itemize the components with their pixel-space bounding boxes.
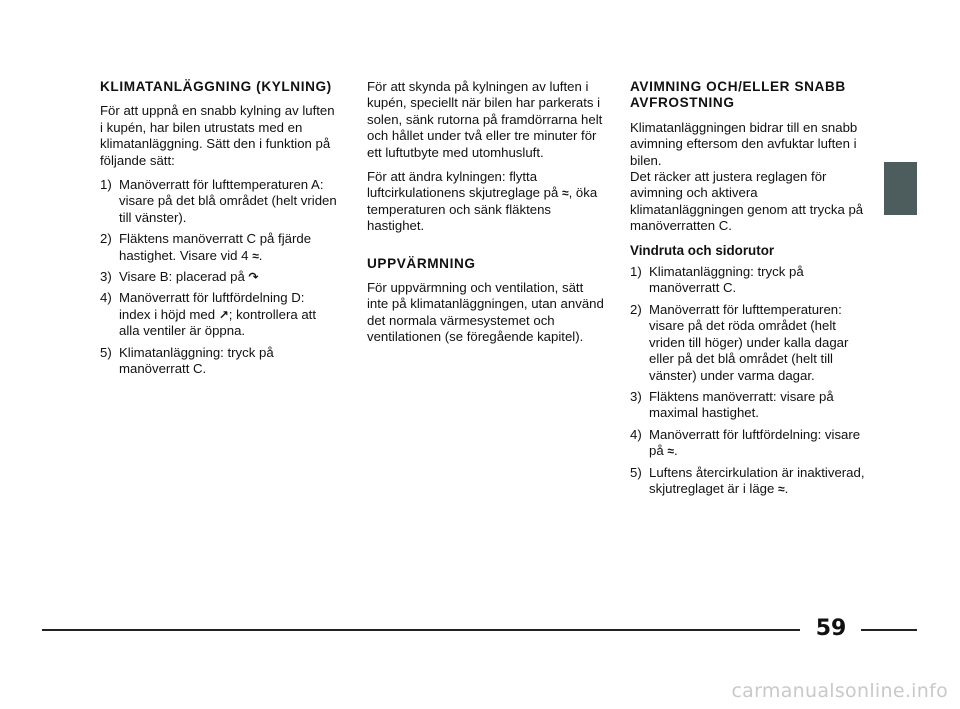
cooling-adjust: [367, 169, 607, 235]
section-tab: [884, 162, 917, 215]
text-segment: Klimatanläggningen bidrar till en snabb avimning eftersom den avfuktar luften i bilen.: [630, 119, 858, 168]
item-number: 5): [630, 464, 642, 480]
item-text: Luftens återcirkulation är inaktiverad, skjutreglaget är i läge: [649, 464, 865, 496]
footer-rule-left: [42, 629, 800, 631]
list-item: [100, 269, 338, 285]
spacer: [367, 243, 607, 256]
item-text-after: .: [673, 443, 678, 459]
heading-heating: UPPVÄRMNING: [367, 255, 476, 271]
item-number: 4): [630, 426, 642, 442]
item-number: 3): [100, 269, 112, 285]
cooling-tip: För att skynda på kylningen av luften i kupén, speciellt när bilen har parkerats i solen, sänk rutorna på framdörrarna helt och hållet under två eller tre minuter för ett luftutbyte med utomhusluft.: [367, 79, 603, 160]
list-item: [100, 231, 338, 264]
item-text: Visare B: placerad på: [119, 269, 249, 285]
list-item: [630, 264, 870, 297]
item-number: 5): [100, 344, 112, 360]
item-text: Fläktens manöverratt C på fjärde hastighet. Visare vid 4: [119, 231, 312, 263]
item-text: Klimatanläggning: tryck på manöverratt C.: [649, 264, 804, 296]
text-segment: , öka temperaturen och sänk fläktens hastighet.: [367, 185, 598, 234]
text-segment: För att ändra kylningen: flytta luftcirkulationens skjutreglage på: [367, 169, 562, 201]
list-item: [100, 345, 338, 378]
heading-cooling: KLIMATANLÄGGNING (KYLNING): [100, 79, 332, 94]
list-item: [630, 465, 870, 498]
list-item: [630, 427, 870, 460]
list-item: [100, 290, 338, 339]
item-number: 4): [100, 290, 112, 306]
item-number: 3): [630, 388, 642, 404]
cooling-steps: [100, 177, 338, 377]
defrost-steps: [630, 264, 870, 497]
footer-rule-right: [861, 629, 917, 631]
windshield-defrost-icon: ≈: [667, 444, 674, 459]
text-segment: Det räcker att justera reglagen för avimning och aktivera klimatanläggningen genom att trycka på manöverratten C.: [630, 169, 864, 234]
item-text-after: .: [784, 480, 789, 496]
item-text-after: ; kontrollera att alla ventiler är öppna.: [119, 306, 316, 339]
item-text: Manöverratt för luftfördelning D: index i höjd med: [119, 290, 305, 322]
subheading-windows: Vindruta och sidorutor: [630, 242, 775, 258]
column-cooling-tips: [367, 79, 607, 354]
item-text: Manöverratt för lufttemperaturen: visare på det röda området (helt vriden till höger) under kalla dagar eller på det blå området (helt till vänster) under varma dagar.: [649, 301, 849, 383]
cooling-intro: För att uppnå en snabb kylning av luften i kupén, har bilen utrustats med en klimatanläggning. Sätt den i funktion på följande sätt:: [100, 103, 335, 168]
item-number: 2): [100, 231, 112, 247]
outside-air-icon: ≈: [562, 186, 569, 201]
windshield-defrost-icon: ≈: [252, 248, 259, 263]
list-item: [100, 177, 338, 226]
item-text: Fläktens manöverratt: visare på maximal hastighet.: [649, 388, 834, 421]
item-number: 2): [630, 301, 642, 317]
page-number: 59: [815, 616, 847, 641]
list-item: [630, 302, 870, 384]
item-number: 1): [100, 177, 112, 193]
defrost-intro: [630, 120, 870, 235]
item-text: Manöverratt för luftfördelning: visare på: [649, 426, 861, 459]
watermark: carmanualsonline.info: [731, 680, 948, 702]
list-item: [630, 389, 870, 422]
item-text: Manöverratt för lufttemperaturen A: visare på det blå området (helt vriden till vänster).: [119, 177, 337, 225]
column-cooling: [100, 79, 338, 383]
outside-air-icon: ≈: [778, 481, 785, 496]
column-defrost: [630, 79, 870, 502]
heading-defrost: AVIMNING OCH/ELLER SNABB AVFROSTNING: [630, 79, 846, 111]
item-text: Klimatanläggning: tryck på manöverratt C.: [119, 344, 274, 377]
heating-text: För uppvärmning och ventilation, sätt inte på klimatanläggningen, utan använd det normala värmesystemet och ventilationen (se föregående kapitel).: [367, 280, 604, 345]
recirculation-icon: ↷: [248, 270, 259, 285]
item-text-after: .: [258, 247, 263, 263]
item-number: 1): [630, 264, 642, 280]
face-vent-icon: ↗: [218, 307, 229, 322]
